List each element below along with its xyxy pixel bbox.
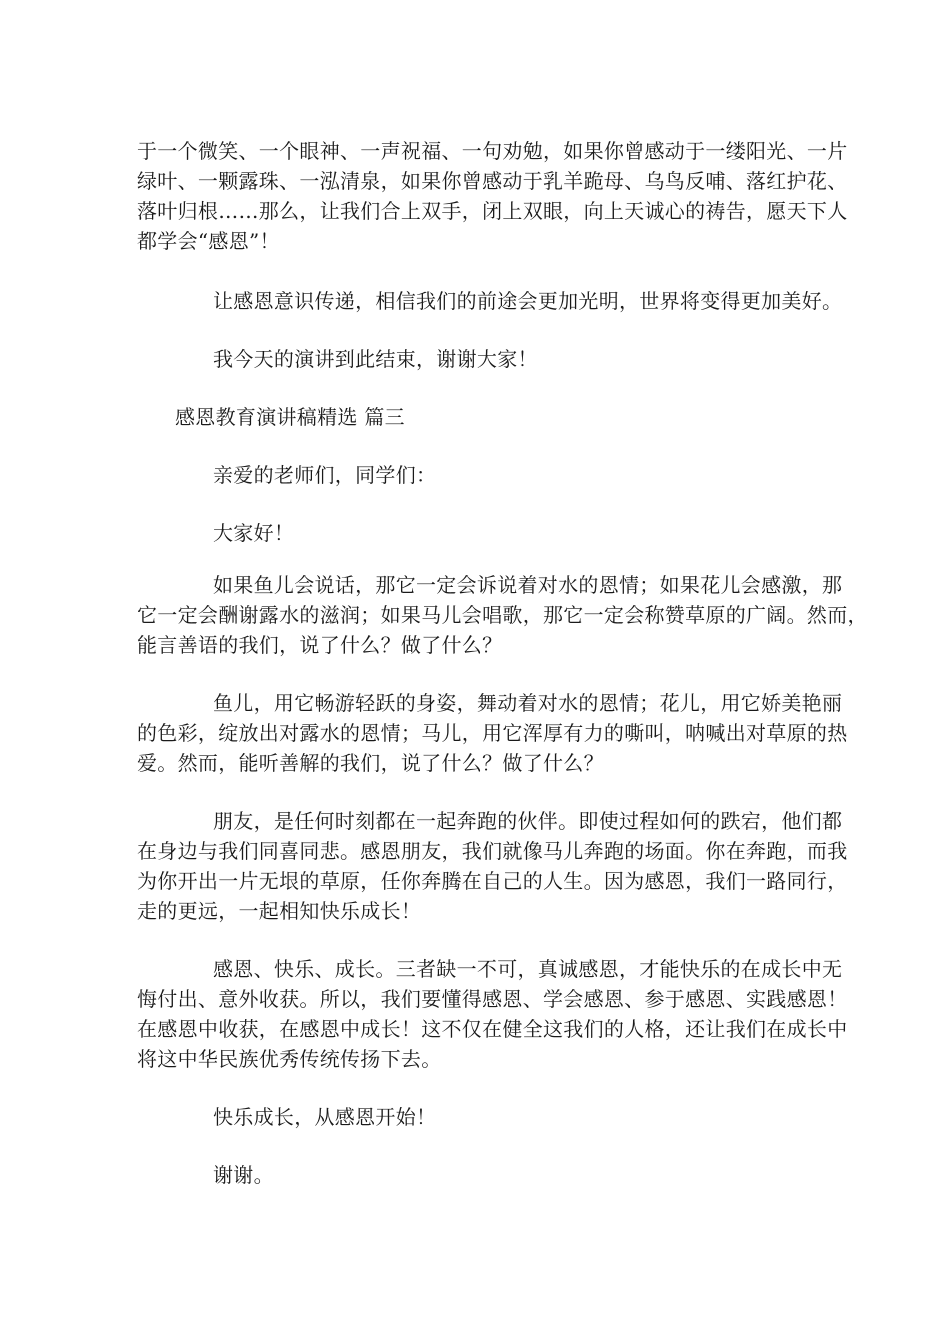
text-line: 感恩、快乐、成长。三者缺一不可，真诚感恩，才能快乐的在成长中无 [213, 957, 843, 981]
text-line: 爱。然而，能听善解的我们，说了什么？做了什么？ [137, 751, 604, 775]
text-line: 在感恩中收获，在感恩中成长！这不仅在健全这我们的人格，还让我们在成长中 [137, 1017, 848, 1041]
paragraph-thanks: 谢谢。 [213, 1163, 274, 1187]
greeting-line: 亲爱的老师们，同学们： [213, 463, 437, 487]
text-line: 为你开出一片无垠的草原，任你奔腾在自己的人生。因为感恩，我们一路同行， [137, 869, 848, 893]
section-heading: 感恩教育演讲稿精选 篇三 [175, 405, 405, 429]
paragraph-if-fish-could-speak [137, 570, 868, 660]
text-line: 朋友，是任何时刻都在一起奔跑的伙伴。即使过程如何的跌宕，他们都 [213, 809, 843, 833]
text-line: 绿叶、一颗露珠、一泓清泉，如果你曾感动于乳羊跪母、乌鸟反哺、落红护花、 [137, 169, 848, 193]
text-line: 的色彩，绽放出对露水的恩情；马儿，用它浑厚有力的嘶叫，呐喊出对草原的热 [137, 721, 848, 745]
text-line: 它一定会酬谢露水的滋润；如果马儿会唱歌，那它一定会称赞草原的广阔。然而， [137, 603, 868, 627]
document-body [137, 136, 868, 1190]
text-line: 都学会“感恩”！ [137, 229, 280, 253]
text-line: 落叶归根……那么，让我们合上双手，闭上双眼，向上天诚心的祷告，愿天下人 [137, 199, 848, 223]
paragraph-grow-happily: 快乐成长，从感恩开始！ [213, 1105, 437, 1129]
text-line: 将这中华民族优秀传统传扬下去。 [137, 1047, 442, 1071]
text-line: 能言善语的我们，说了什么？做了什么？ [137, 633, 503, 657]
text-line: 鱼儿，用它畅游轻跃的身姿，舞动着对水的恩情；花儿，用它娇美艳丽 [213, 691, 843, 715]
text-line: 于一个微笑、一个眼神、一声祝福、一句劝勉，如果你曾感动于一缕阳光、一片 [137, 139, 848, 163]
paragraph-closing-remark: 我今天的演讲到此结束，谢谢大家！ [213, 347, 538, 371]
text-line: 如果鱼儿会说话，那它一定会诉说着对水的恩情；如果花儿会感激，那 [213, 573, 843, 597]
paragraph-gratitude-joy-growth [137, 954, 848, 1074]
paragraph-friends [137, 806, 848, 926]
hello-line: 大家好！ [213, 521, 295, 545]
text-line: 在身边与我们同喜同悲。感恩朋友，我们就像马儿奔跑的场面。你在奔跑，而我 [137, 839, 848, 863]
paragraph-fish-flowers-horses [137, 688, 848, 778]
paragraph-continuation [137, 136, 848, 256]
paragraph-pass-on-gratitude: 让感恩意识传递，相信我们的前途会更加光明，世界将变得更加美好。 [213, 289, 843, 313]
text-line: 走的更远，一起相知快乐成长！ [137, 899, 422, 923]
text-line: 悔付出、意外收获。所以，我们要懂得感恩、学会感恩、参于感恩、实践感恩！ [137, 987, 848, 1011]
